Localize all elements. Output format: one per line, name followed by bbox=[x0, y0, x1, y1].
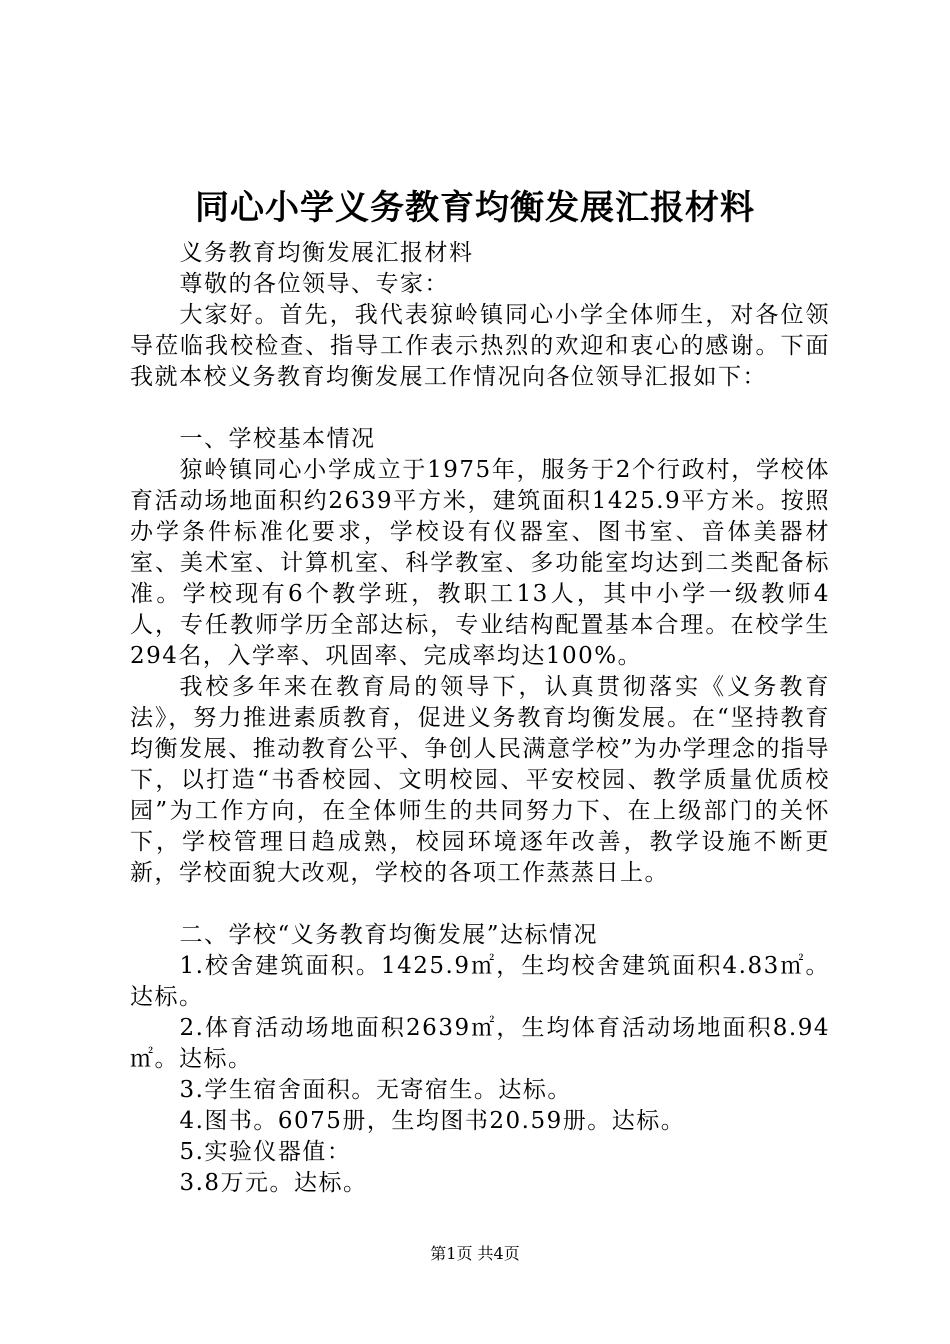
section-heading-basic-info: 一、学校基本情况 bbox=[179, 426, 376, 452]
document-title: 同心小学义务教育均衡发展汇报材料 bbox=[195, 188, 755, 228]
paragraph-salutation: 尊敬的各位领导、专家： bbox=[179, 271, 449, 297]
paragraph-development: 我校多年来在教育局的领导下，认真贯彻落实《义务教育法》，努力推进素质教育，促进义务教育均衡发展。在“坚持教育均衡发展、推动教育公平、争创人民满意学校”为办学理念的指导下，以打造“书香校园、文明校园、平安校园、教学质量优质校园”为工作方向，在全体师生的共同努力下、在上级部门的关怀下，学校管理日趋成熟，校园环境逐年改善，教学设施不断更新，学校面貌大改观，学校的各项工作蒸蒸日上。 bbox=[130, 674, 830, 886]
paragraph-basic-info: 猄岭镇同心小学成立于1975年，服务于2个行政村，学校体育活动场地面积约2639平方米，建筑面积1425.9平方米。按照办学条件标准化要求，学校设有仪器室、图书室、音体美器材室、美术室、计算机室、科学教室、多功能室均达到二类配备标准。学校现有6个教学班，教职工13人，其中小学一级教师4人，专任教师学历全部达标，专业结构配置基本合理。在校学生294名，入学率、巩固率、完成率均达100%。 bbox=[130, 457, 830, 669]
list-item-equipment: 5.实验仪器值： bbox=[179, 1139, 352, 1165]
paragraph-greeting: 大家好。首先，我代表猄岭镇同心小学全体师生，对各位领导莅临我校检查、指导工作表示热烈的欢迎和衷心的感谢。下面我就本校义务教育均衡发展工作情况向各位领导汇报如下： bbox=[130, 302, 830, 390]
section-heading-standards: 二、学校“义务教育均衡发展”达标情况 bbox=[179, 922, 598, 948]
list-item-sports-area: 2.体育活动场地面积2639㎡，生均体育活动场地面积8.94㎡。达标。 bbox=[130, 1015, 830, 1072]
list-item-dormitory: 3.学生宿舍面积。无寄宿生。达标。 bbox=[179, 1077, 572, 1103]
document-body bbox=[130, 238, 830, 1199]
page-number: 第1页 共4页 bbox=[430, 1244, 520, 1263]
list-item-books: 4.图书。6075册，生均图书20.59册。达标。 bbox=[179, 1108, 686, 1134]
list-item-building-area: 1.校舍建筑面积。1425.9㎡，生均校舍建筑面积4.83㎡。达标。 bbox=[130, 953, 830, 1010]
paragraph-subtitle: 义务教育均衡发展汇报材料 bbox=[179, 240, 474, 266]
list-item-equipment-value: 3.8万元。达标。 bbox=[179, 1170, 368, 1196]
